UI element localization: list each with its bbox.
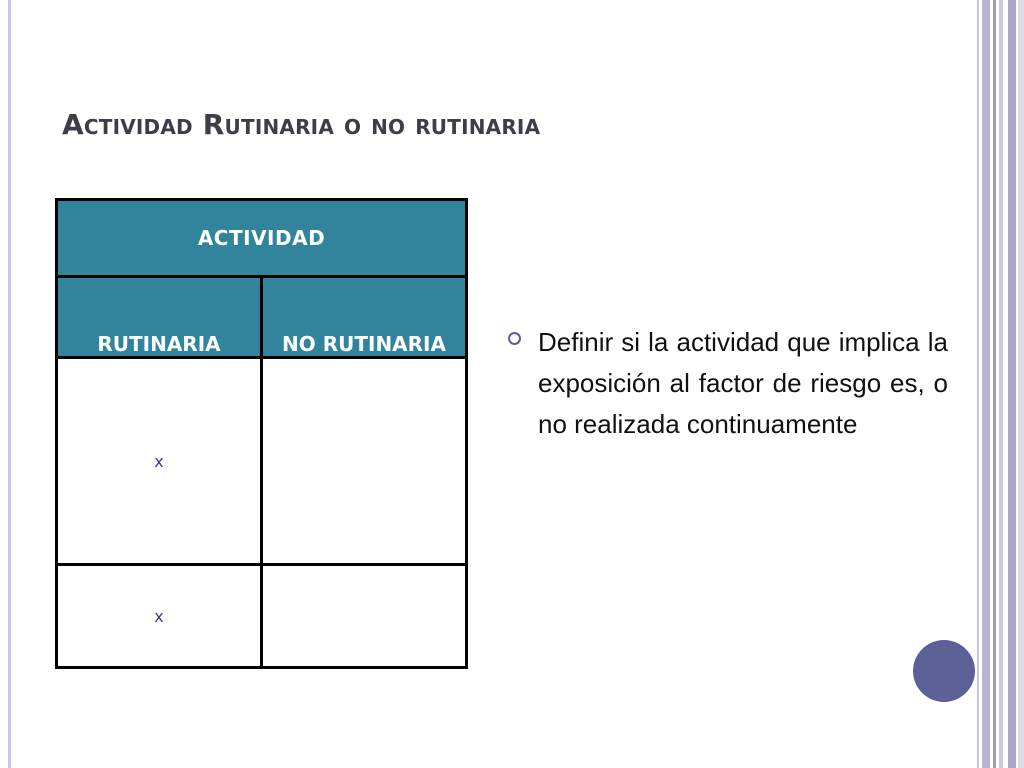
circle-decoration	[913, 640, 975, 702]
table-cell	[57, 565, 262, 668]
right-stripe-decoration	[1008, 0, 1016, 768]
table-row	[57, 565, 467, 668]
activity-table	[55, 198, 468, 669]
bullet-item: Definir si la actividad que implica la exposición al factor de riesgo es, o no realizada continuamente	[538, 327, 948, 439]
right-stripe-decoration	[999, 0, 1003, 768]
table-cell	[57, 358, 262, 565]
table-cell	[262, 358, 467, 565]
right-stripe-decoration	[993, 0, 996, 768]
table-cell	[262, 565, 467, 668]
column-header-no-rutinaria: NO RUTINARIA	[262, 277, 467, 358]
left-border-decoration	[8, 0, 11, 768]
activity-table-container	[55, 198, 468, 673]
slide-title: Actividad Rutinaria o no rutinaria	[62, 108, 541, 141]
mark-x: x	[154, 606, 164, 626]
bullet-list	[508, 322, 948, 445]
right-stripe-decoration	[982, 0, 990, 768]
table-row	[57, 358, 467, 565]
table-header-actividad: ACTIVIDAD	[57, 200, 467, 277]
mark-x: x	[154, 451, 164, 471]
right-stripe-decoration	[977, 0, 979, 768]
column-header-rutinaria: RUTINARIA	[57, 277, 262, 358]
right-stripe-decoration	[1018, 0, 1024, 768]
circle-bullet-icon	[508, 332, 521, 345]
